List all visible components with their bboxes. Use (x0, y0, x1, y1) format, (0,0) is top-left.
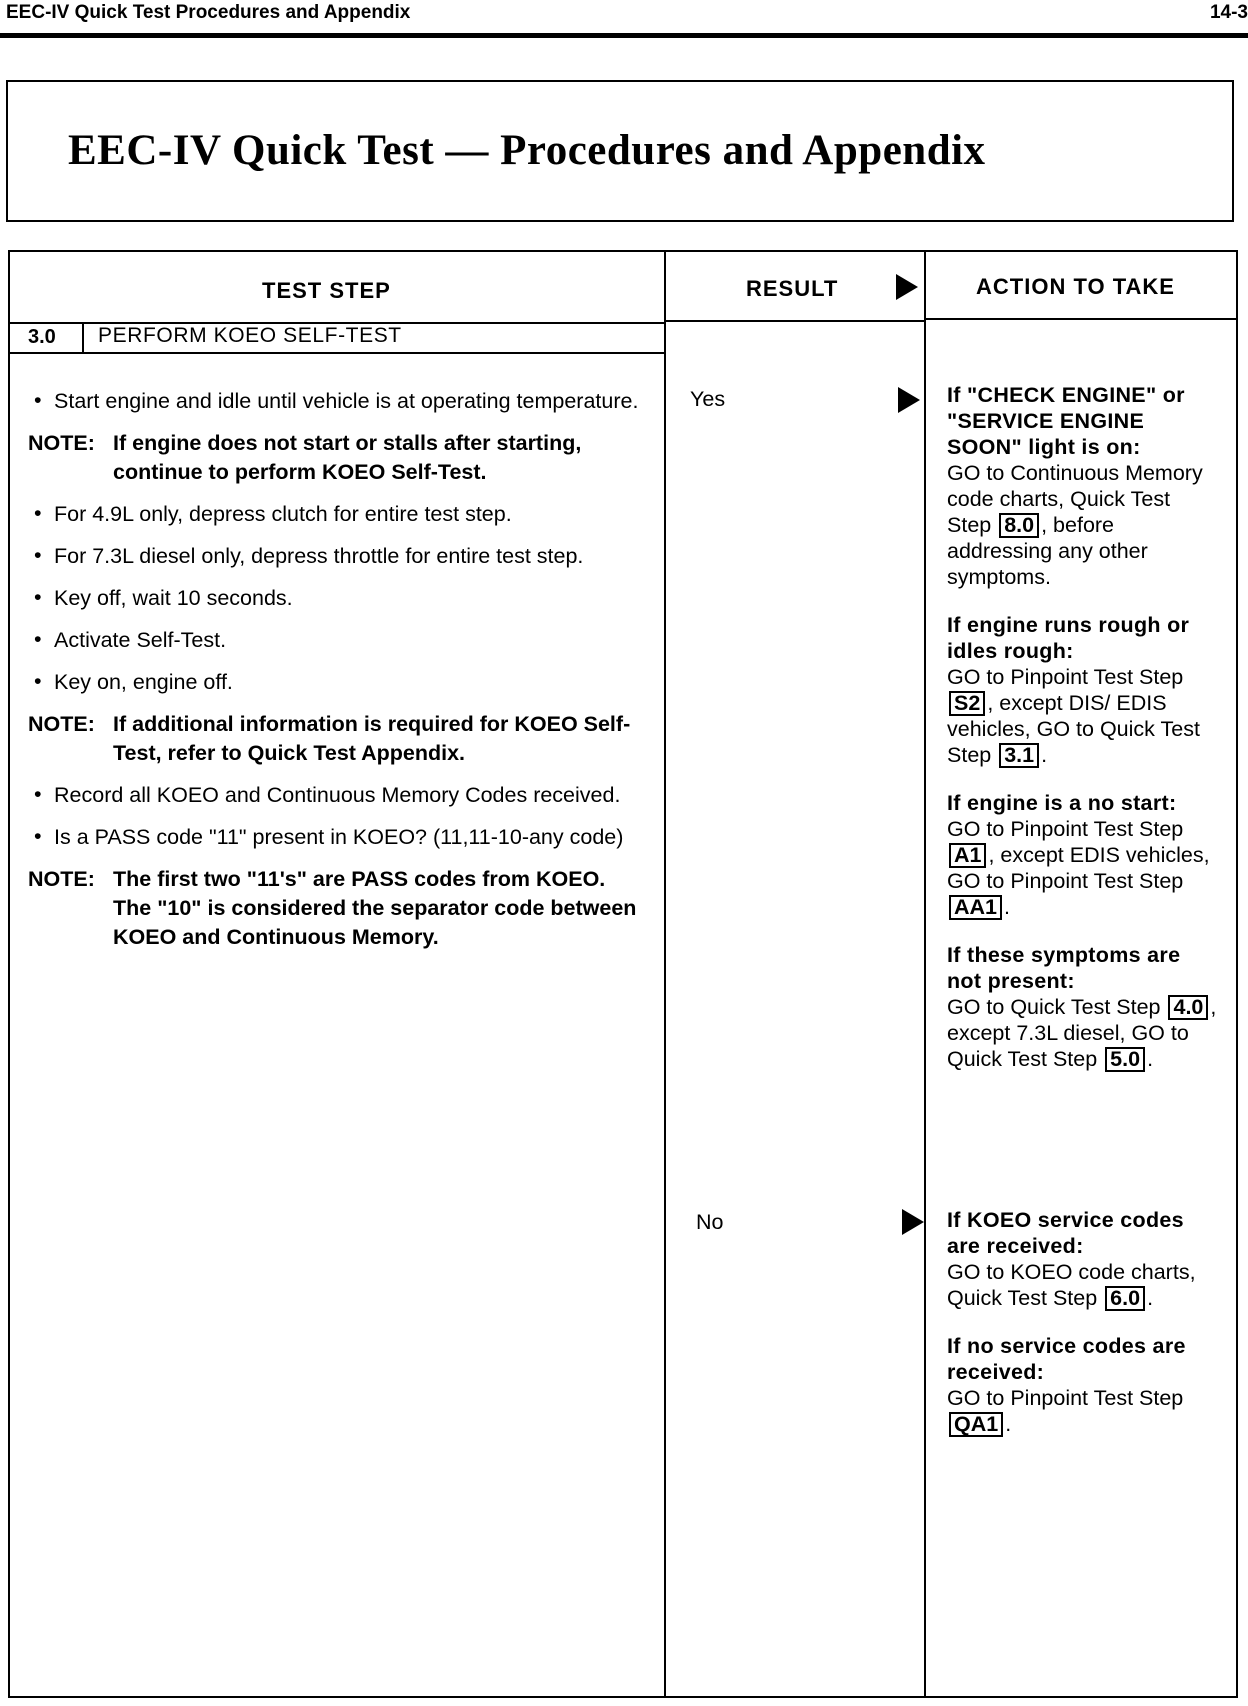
result-yes: Yes (690, 387, 726, 411)
action-text: . (1147, 1286, 1154, 1310)
action-text: , except DIS/ EDIS vehicles, GO to Quick Test Step (947, 691, 1200, 767)
bullet: • (34, 585, 42, 609)
list-item (28, 500, 648, 529)
action-block (947, 790, 1217, 920)
result-arrow-icon (896, 274, 918, 300)
action-text: GO to Continuous Memory code charts, Quick Test Step (947, 461, 1203, 537)
step-text: For 7.3L diesel only, depress throttle for entire test step. (54, 544, 584, 568)
column-header-test-step: TEST STEP (262, 278, 391, 303)
header-divider-result (666, 320, 924, 322)
list-item (28, 626, 648, 655)
step-reference: A1 (949, 843, 986, 868)
header-rule (0, 33, 1248, 38)
note (28, 865, 648, 952)
step-reference: AA1 (949, 895, 1002, 920)
header-divider-action (926, 318, 1236, 320)
step-text: Activate Self-Test. (54, 628, 227, 652)
action-condition: If KOEO service codes are received: (947, 1208, 1184, 1258)
step-number: 3.0 (28, 326, 56, 348)
result-no: No (696, 1210, 724, 1234)
list-item (28, 668, 648, 697)
note (28, 710, 648, 768)
action-condition: If no service codes are received: (947, 1334, 1186, 1384)
action-block (947, 1207, 1217, 1311)
bullet: • (34, 824, 42, 848)
action-text: . (1005, 1412, 1012, 1436)
step-title-row (10, 322, 664, 354)
running-header-title: EEC-IV Quick Test Procedures and Appendix (6, 2, 411, 23)
step-title: PERFORM KOEO SELF-TEST (98, 324, 402, 347)
action-text: , except EDIS vehicles, GO to Pinpoint Test Step (947, 843, 1210, 893)
step-reference: S2 (949, 691, 985, 716)
column-divider-action (924, 252, 926, 1696)
action-condition: If engine runs rough or idles rough: (947, 613, 1190, 663)
test-step-list (28, 387, 648, 965)
step-text: Start engine and idle until vehicle is at operating temperature. (54, 389, 639, 413)
action-text: GO to KOEO code charts, Quick Test Step (947, 1260, 1196, 1310)
list-item (28, 542, 648, 571)
result-yes-arrow-icon (898, 387, 920, 413)
step-number-divider (82, 322, 84, 354)
action-block (947, 612, 1217, 768)
action-text: , before addressing any other symptoms. (947, 513, 1148, 589)
note-label: NOTE: (28, 712, 95, 736)
step-text: Key off, wait 10 seconds. (54, 586, 293, 610)
bullet: • (34, 501, 42, 525)
result-no-arrow-icon (902, 1209, 924, 1235)
action-block (947, 382, 1217, 590)
action-condition: If engine is a no start: (947, 791, 1177, 815)
page-title: EEC-IV Quick Test — Procedures and Appendix (68, 127, 986, 174)
bullet: • (34, 627, 42, 651)
step-text: Is a PASS code "11" present in KOEO? (11,11-10-any code) (54, 825, 624, 849)
note-text: If additional information is required for KOEO Self-Test, refer to Quick Test Appendix. (113, 712, 631, 765)
list-item (28, 781, 648, 810)
action-text: . (1041, 743, 1048, 767)
step-reference: 4.0 (1168, 995, 1208, 1020)
page-number: 14-3 (1209, 2, 1248, 23)
note-label: NOTE: (28, 431, 95, 455)
action-block (947, 1333, 1217, 1437)
test-step-table (8, 250, 1238, 1698)
note-text: The first two "11's" are PASS codes from KOEO. The "10" is considered the separator code between KOEO and Continuous Memory. (113, 867, 637, 949)
column-header-action: ACTION TO TAKE (976, 274, 1175, 299)
column-header-result: RESULT (746, 276, 839, 301)
action-condition: If these symptoms are not present: (947, 943, 1181, 993)
actions-yes (947, 382, 1217, 1094)
note-text: If engine does not start or stalls after starting, continue to perform KOEO Self-Test. (113, 431, 582, 484)
action-text: GO to Pinpoint Test Step (947, 817, 1184, 841)
step-reference: 8.0 (999, 513, 1039, 538)
note-label: NOTE: (28, 867, 95, 891)
list-item (28, 823, 648, 852)
step-text: Record all KOEO and Continuous Memory Codes received. (54, 783, 621, 807)
bullet: • (34, 388, 42, 412)
step-text: Key on, engine off. (54, 670, 233, 694)
note (28, 429, 648, 487)
step-reference: QA1 (949, 1412, 1003, 1437)
action-text: GO to Quick Test Step (947, 995, 1161, 1019)
step-text: For 4.9L only, depress clutch for entire test step. (54, 502, 512, 526)
actions-no (947, 1207, 1217, 1459)
column-divider-result (664, 252, 666, 1696)
action-text: , except 7.3L diesel, GO to Quick Test Step (947, 995, 1217, 1071)
action-text: GO to Pinpoint Test Step (947, 1386, 1184, 1410)
step-reference: 3.1 (999, 743, 1039, 768)
list-item (28, 387, 648, 416)
list-item (28, 584, 648, 613)
action-condition: If "CHECK ENGINE" or "SERVICE ENGINE SOON" light is on: (947, 383, 1185, 459)
bullet: • (34, 669, 42, 693)
title-box (6, 80, 1234, 222)
action-text: . (1147, 1047, 1154, 1071)
step-reference: 5.0 (1105, 1047, 1145, 1072)
action-text: . (1004, 895, 1010, 919)
action-block (947, 942, 1217, 1072)
step-reference: 6.0 (1105, 1286, 1145, 1311)
action-text: GO to Pinpoint Test Step (947, 665, 1184, 689)
bullet: • (34, 782, 42, 806)
bullet: • (34, 543, 42, 567)
